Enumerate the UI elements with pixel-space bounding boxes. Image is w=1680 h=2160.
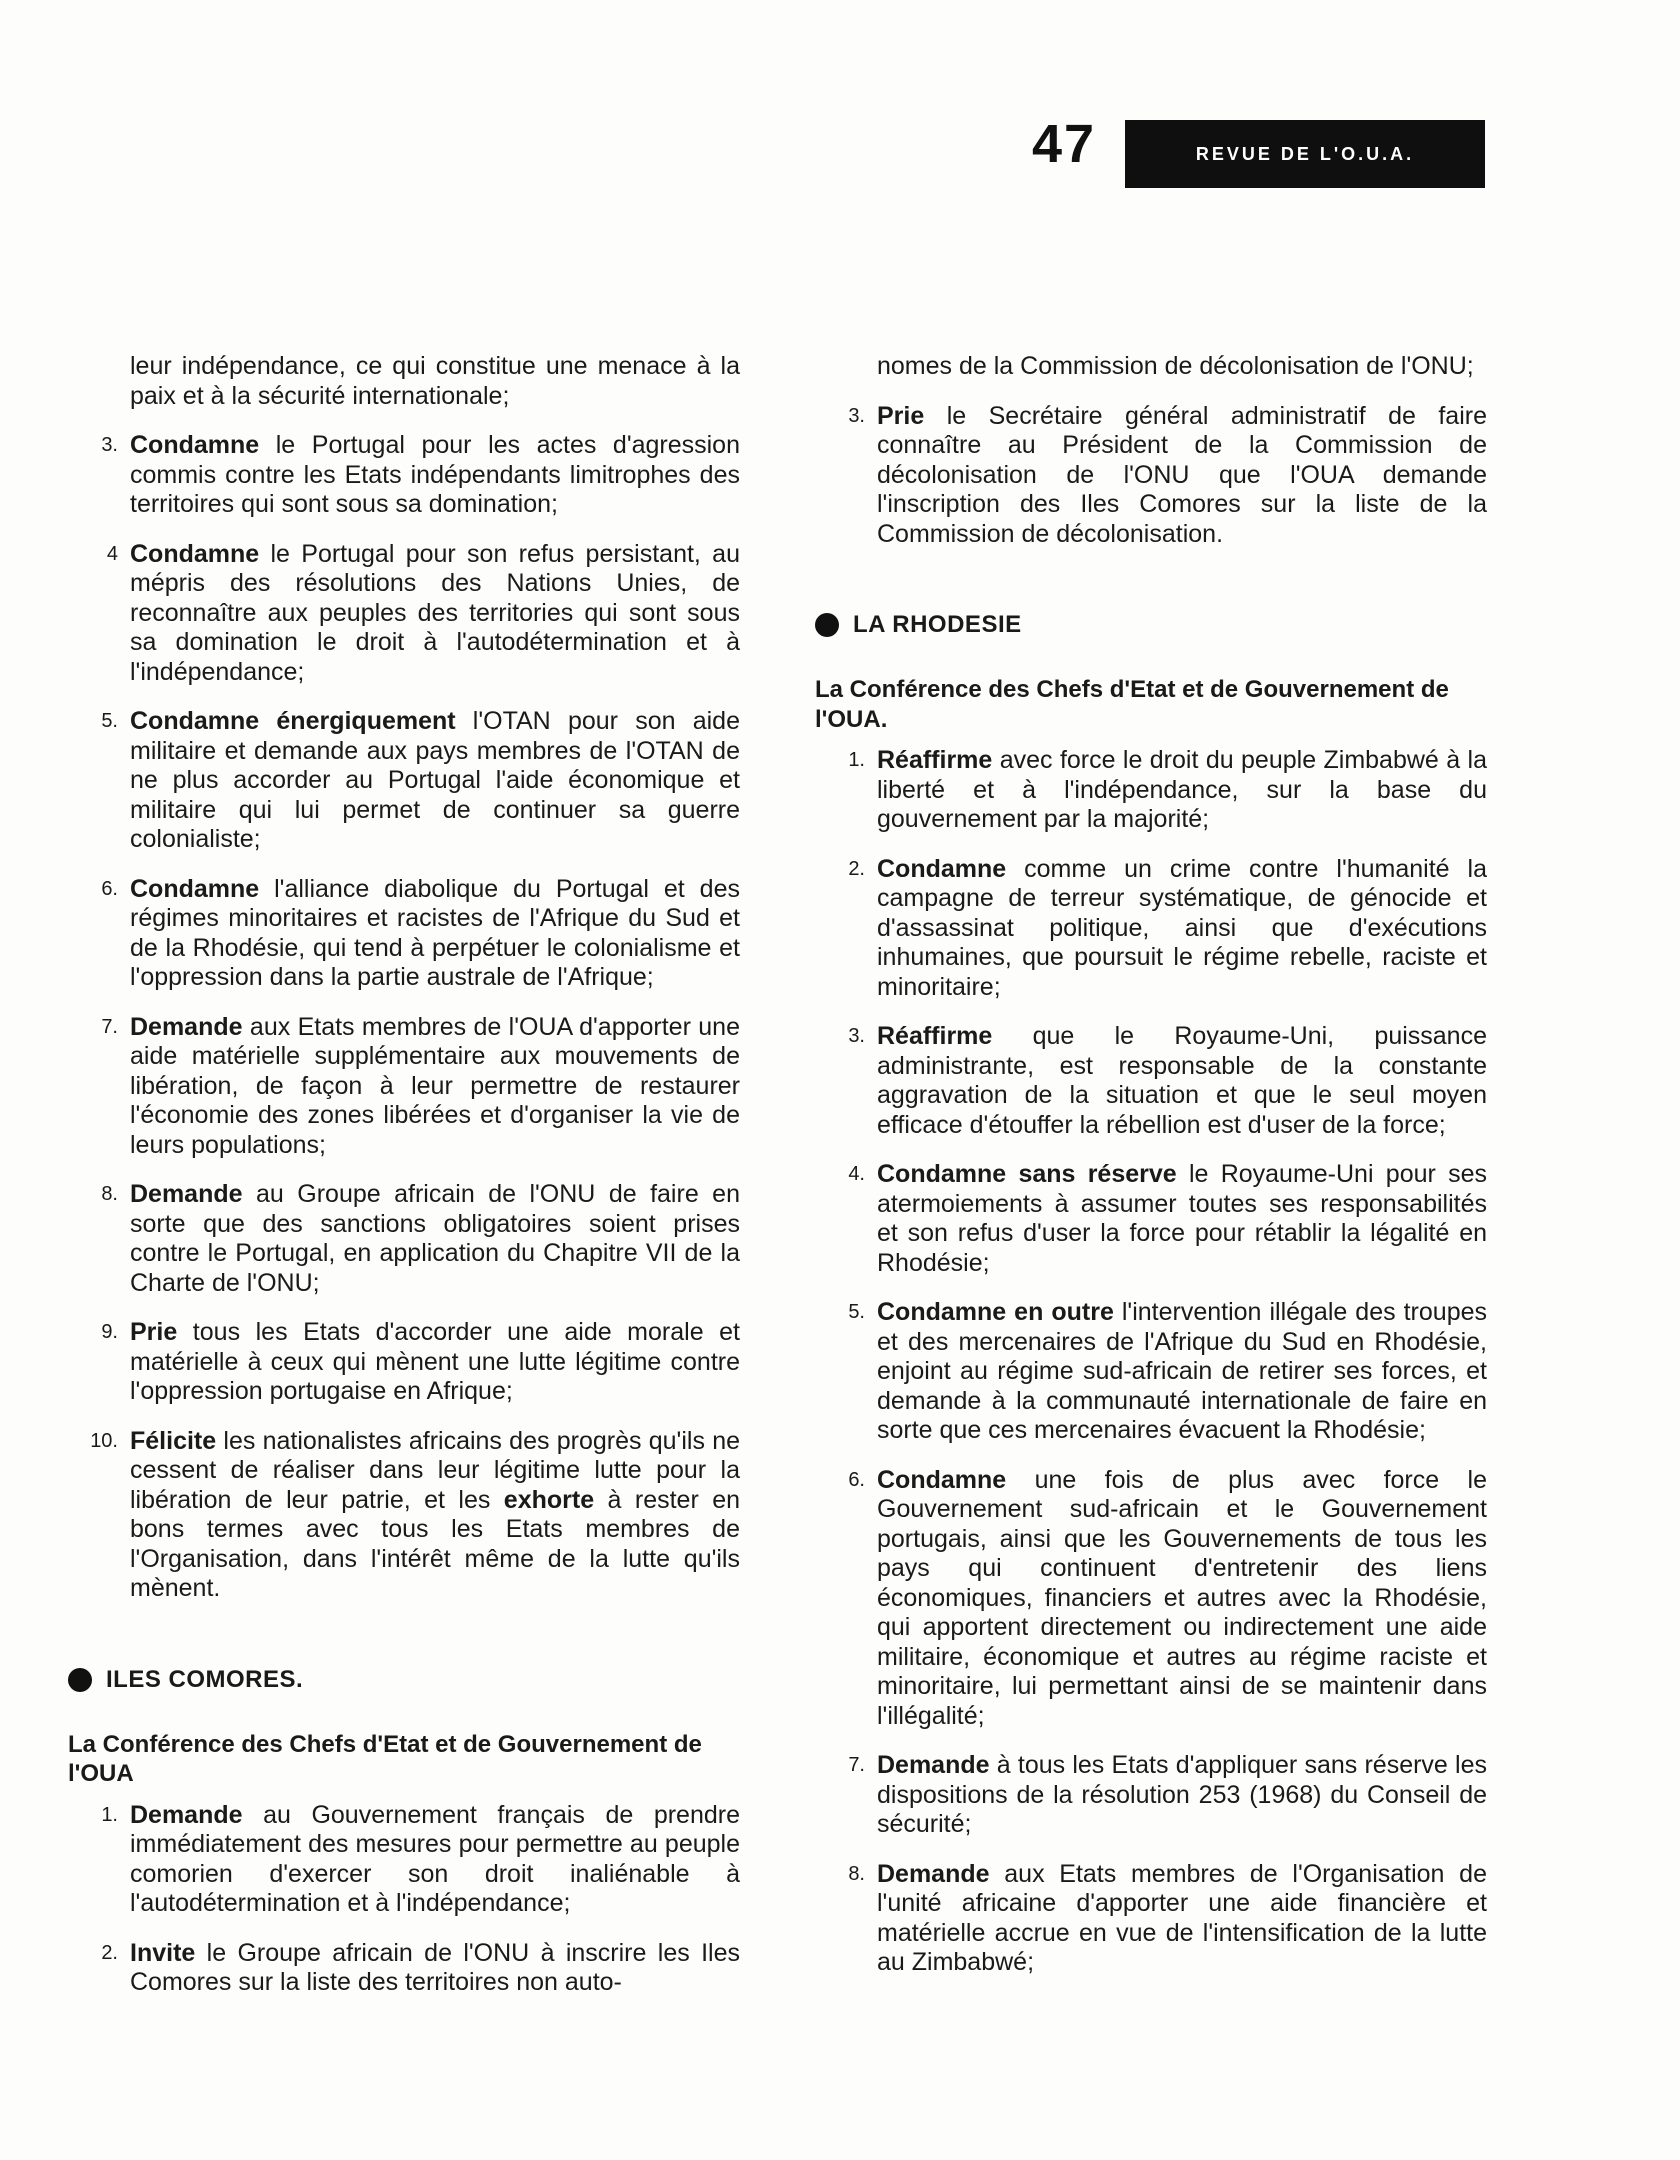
item-text: les nationalistes africains des progrès qu'ils ne cessent de réaliser dans leur légitime lutte pour la libération de leur patrie, et les <box>130 1426 740 1514</box>
item-number: 3. <box>848 404 865 427</box>
item-number: 5. <box>101 710 118 732</box>
item-keyword: Prie <box>877 401 925 430</box>
item-number: 8. <box>848 1862 865 1885</box>
item-number: 3. <box>101 434 118 456</box>
item-number: 7. <box>101 1015 118 1038</box>
section-title: ILES COMORES. <box>106 1665 304 1693</box>
list-item <box>68 1013 740 1161</box>
list-item <box>68 431 740 520</box>
item-text: l'alliance diabolique du Portugal et des régimes minoritaires et racistes de l'Afrique du Sud et de la Rhodésie, qui tend à perpétuer le colonialisme et l'oppression dans la partie australe de l'Afrique; <box>130 874 740 991</box>
list-item <box>815 1860 1487 1978</box>
item-text: à tous les Etats d'appliquer sans réserve les dispositions de la résolution 253 (1968) du Conseil de sécurité; <box>877 1751 1487 1838</box>
list-item <box>68 707 740 855</box>
item-keyword: Condamne <box>130 539 260 568</box>
item-keyword: Invite <box>130 1938 196 1967</box>
item-keyword: Condamne énergiquement <box>130 707 456 735</box>
item-keyword-secondary: exhorte <box>503 1485 595 1514</box>
item-keyword: Demande <box>130 1800 243 1829</box>
item-number: 4 <box>106 542 118 565</box>
item-keyword: Félicite <box>130 1426 217 1455</box>
item-keyword: Condamne <box>877 1465 1007 1494</box>
item-number: 10. <box>90 1429 118 1452</box>
item-text: l'intervention illégale des troupes et des mercenaires de l'Afrique du Sud en Rhodésie, enjoint au régime sud-africain de retirer ses forces, et demande à la communauté internationale de faire en sorte que ces mercenaires évacuent la Rhodésie; <box>877 1298 1487 1444</box>
item-keyword: Prie <box>130 1318 178 1346</box>
item-keyword: Demande <box>130 1012 243 1041</box>
item-text: le Portugal pour son refus persistant, au mépris des résolutions des Nations Unies, de reconnaître aux peuples des territories qui sont sous sa domination le droit à l'autodétermination et à l'indépendance; <box>130 539 740 686</box>
item-text: à rester en bons termes avec tous les Etats membres de l'Organisation, dans l'intérêt même de la lutte qu'ils mènent. <box>130 1485 740 1602</box>
item-keyword: Condamne <box>130 431 260 459</box>
item-text: avec force le droit du peuple Zimbabwé à la liberté et à l'indépendance, sur la base du gouvernement par la majorité; <box>877 746 1487 833</box>
item-keyword: Réaffirme <box>877 1022 993 1050</box>
bullet-icon <box>815 613 839 637</box>
list-item <box>68 1939 740 1998</box>
item-number: 4. <box>848 1163 865 1185</box>
item-text: une fois de plus avec force le Gouvernement sud-africain et le Gouvernement portugais, ainsi que les Gouvernements de tous les pays qui continuent d'entretenir des liens économiques, financiers et autres avec la Rhodésie, qui apportent directement ou indirectement une aide militaire, économique et autres au régime raciste et minoritaire, lui permettant ainsi de se maintenir dans l'illégalité; <box>877 1465 1487 1730</box>
list-item <box>815 746 1487 835</box>
item-number: 5. <box>848 1301 865 1323</box>
left-column <box>68 352 740 2018</box>
item-keyword: Condamne sans réserve <box>877 1160 1177 1188</box>
section-subheading: La Conférence des Chefs d'Etat et de Gouvernement de l'OUA. <box>815 676 1449 733</box>
journal-title-banner: REVUE DE L'O.U.A. <box>1125 120 1485 188</box>
item-text: que le Royaume-Uni, puissance administrante, est responsable de la constante aggravation de la situation et que le seul moyen efficace d'étouffer la rébellion est d'user de la force; <box>877 1022 1487 1139</box>
list-item <box>68 1180 740 1298</box>
item-text: le Royaume-Uni pour ses atermoiements à assumer toutes ses responsabilités et son refus d'user la force pour rétablir la légalité en Rhodésie; <box>877 1160 1488 1277</box>
section-heading-comores <box>68 1666 740 1694</box>
item-text: aux Etats membres de l'Organisation de l'unité africaine d'apporter une aide financière et matérielle accrue en vue de l'intensification de la lutte au Zimbabwé; <box>877 1859 1487 1976</box>
continuation-text: leur indépendance, ce qui constitue une menace à la paix et à la sécurité internationale; <box>130 352 740 410</box>
item-text: le Portugal pour les actes d'agression commis contre les Etats indépendants limitrophes des territoires qui sont sous sa domination; <box>130 431 740 518</box>
item-number: 2. <box>101 1941 118 1964</box>
right-column <box>815 352 1487 1998</box>
list-item <box>815 1298 1487 1446</box>
item-keyword: Condamne <box>130 874 260 903</box>
list-item <box>815 402 1487 550</box>
list-item <box>815 1022 1487 1140</box>
item-number: 9. <box>101 1321 118 1343</box>
item-keyword: Demande <box>877 1751 990 1779</box>
bullet-icon <box>68 1668 92 1692</box>
list-item <box>68 1801 740 1919</box>
item-text: comme un crime contre l'humanité la campagne de terreur systématique, de génocide et d'assassinat politique, ainsi que d'exécutions inhumaines, que poursuit le régime rebelle, raciste et minoritaire; <box>877 854 1487 1001</box>
item-keyword: Demande <box>130 1180 243 1208</box>
item-text: l'OTAN pour son aide militaire et demande aux pays membres de l'OTAN de ne plus accorder au Portugal l'aide économique et militaire qui lui permet de continuer sa guerre colonialiste; <box>130 707 740 853</box>
item-number: 3. <box>848 1025 865 1047</box>
item-text: au Groupe africain de l'ONU de faire en sorte que des sanctions obligatoires soient prises contre le Portugal, en application du Chapitre VII de la Charte de l'ONU; <box>130 1180 740 1297</box>
item-text: aux Etats membres de l'OUA d'apporter une aide matérielle supplémentaire aux mouvements de libération, de façon à leur permettre de restaurer l'économie des zones libérées et d'organiser la vie de leurs populations; <box>130 1012 740 1159</box>
list-item <box>815 1160 1487 1278</box>
item-keyword: Demande <box>877 1859 990 1888</box>
item-number: 1. <box>101 1803 118 1826</box>
item-number: 8. <box>101 1183 118 1205</box>
item-number: 6. <box>848 1468 865 1491</box>
item-number: 7. <box>848 1754 865 1776</box>
section-heading-rhodesie <box>815 611 1487 639</box>
list-item <box>815 855 1487 1003</box>
list-item <box>815 1466 1487 1732</box>
list-item <box>68 875 740 993</box>
item-number: 2. <box>848 857 865 880</box>
item-text: au Gouvernement français de prendre immédiatement des mesures pour permettre au peuple comorien d'exercer son droit inaliénable à l'autodétermination et à l'indépendance; <box>130 1800 740 1917</box>
item-number: 1. <box>848 749 865 771</box>
item-text: tous les Etats d'accorder une aide morale et matérielle à ceux qui mènent une lutte légitime contre l'oppression portugaise en Afrique; <box>130 1318 740 1405</box>
list-item <box>68 1427 740 1604</box>
item-keyword: Réaffirme <box>877 746 993 774</box>
item-text: le Groupe africain de l'ONU à inscrire les Iles Comores sur la liste des territoires non auto- <box>130 1938 740 1996</box>
list-item <box>68 1318 740 1407</box>
item-number: 6. <box>101 877 118 900</box>
item-text: le Secrétaire général administratif de faire connaître au Président de la Commission de décolonisation de l'ONU que l'OUA demande l'inscription des Iles Comores sur la liste de la Commission de décolonisation. <box>877 401 1487 548</box>
list-item <box>68 540 740 688</box>
section-title: LA RHODESIE <box>853 611 1022 638</box>
section-subheading: La Conférence des Chefs d'Etat et de Gouvernement de l'OUA <box>68 1730 702 1787</box>
item-keyword: Condamne en outre <box>877 1298 1114 1326</box>
item-keyword: Condamne <box>877 854 1007 883</box>
page-number: 47 <box>1032 114 1097 174</box>
continuation-text: nomes de la Commission de décolonisation de l'ONU; <box>877 352 1474 380</box>
list-item <box>815 1751 1487 1840</box>
